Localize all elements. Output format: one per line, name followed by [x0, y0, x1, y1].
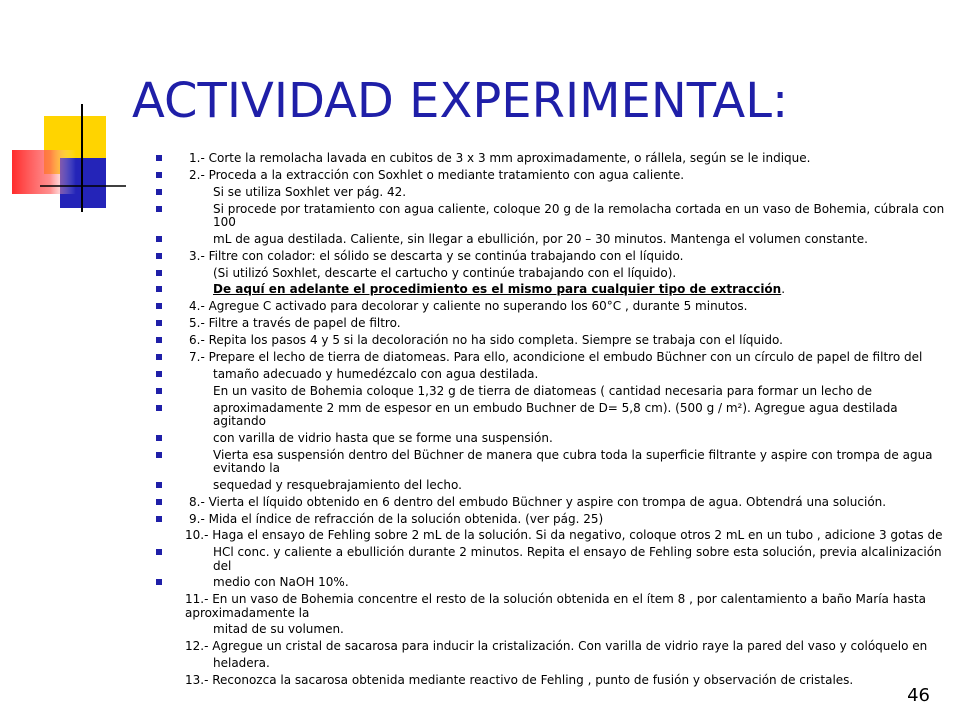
list-item: [0, 300, 960, 313]
list-item: [0, 496, 960, 509]
list-item-text: 2.- Proceda a la extracción con Soxhlet o mediante tratamiento con agua caliente.: [189, 167, 685, 182]
list-item: [0, 623, 960, 636]
bullet-icon: [156, 579, 162, 585]
list-item: [0, 250, 960, 263]
bullet-icon: [156, 286, 162, 292]
list-item-text: Si procede por tratamiento con agua caliente, coloque 20 g de la remolacha cortada en un vaso de Bohemia, cúbrala con 100: [213, 201, 945, 229]
list-item: [0, 152, 960, 165]
list-item: [0, 657, 960, 670]
bullet-icon: [156, 303, 162, 309]
bullet-icon: [156, 253, 162, 259]
bullet-icon: [156, 337, 162, 343]
list-item-text: 13.- Reconozca la sacarosa obtenida mediante reactivo de Fehling , punto de fusión y observación de cristales.: [185, 673, 854, 688]
list-item-text: En un vasito de Bohemia coloque 1,32 g de tierra de diatomeas ( cantidad necesaria para formar un lecho de: [213, 383, 872, 398]
list-item-text: heladera.: [213, 656, 270, 671]
list-item-text: tamaño adecuado y humedézcalo con agua destilada.: [213, 366, 539, 381]
bullet-icon: [156, 499, 162, 505]
list-item: [0, 283, 960, 296]
slide-title: ACTIVIDAD EXPERIMENTAL:: [132, 73, 789, 129]
emphasis-suffix: .: [781, 282, 786, 297]
list-item: [0, 368, 960, 381]
list-item-text: 8.- Vierta el líquido obtenido en 6 dentro del embudo Büchner y aspire con trompa de agua. Obtendrá una solución.: [189, 494, 887, 509]
list-item-text: 1.- Corte la remolacha lavada en cubitos de 3 x 3 mm aproximadamente, o rállela, según se le indique.: [189, 151, 811, 165]
list-item-text: Vierta esa suspensión dentro del Büchner de manera que cubra toda la superficie filtrante y aspire con trompa de agua evitando la: [213, 447, 933, 475]
list-item: [0, 479, 960, 492]
bullet-icon: [156, 516, 162, 522]
list-item: [0, 186, 960, 199]
list-item: [0, 334, 960, 347]
bullet-icon: [156, 206, 162, 212]
bullet-icon: [156, 172, 162, 178]
bullet-icon: [156, 189, 162, 195]
bullet-icon: [156, 388, 162, 394]
list-item: [0, 529, 960, 542]
list-item: [0, 593, 960, 619]
list-item: [0, 233, 960, 246]
list-item-text: 3.- Filtre con colador: el sólido se descarta y se continúa trabajando con el líquido.: [189, 248, 684, 263]
list-item-text: 9.- Mida el índice de refracción de la solución obtenida. (ver pág. 25): [189, 511, 604, 526]
list-item: [0, 674, 960, 687]
list-item: [0, 449, 960, 475]
bullet-icon: [156, 371, 162, 377]
list-item-text: 7.- Prepare el lecho de tierra de diatomeas. Para ello, acondicione el embudo Büchner con un círculo de papel de filtro del: [189, 350, 923, 364]
list-item: [0, 576, 960, 589]
list-item: [0, 513, 960, 526]
list-item-text: HCl conc. y caliente a ebullición durante 2 minutos. Repita el ensayo de Fehling sobre esta solución, previa alcalinización del: [213, 545, 942, 573]
bullet-icon: [156, 435, 162, 441]
list-item-text: 6.- Repita los pasos 4 y 5 si la decoloración no ha sido completa. Siempre se trabaja con el líquido.: [189, 333, 783, 348]
bullet-icon: [156, 405, 162, 411]
list-item: [0, 432, 960, 445]
bullet-icon: [156, 270, 162, 276]
bullet-icon: [156, 482, 162, 488]
list-item: [0, 385, 960, 398]
list-item-text: mitad de su volumen.: [213, 622, 344, 637]
list-item-text: 5.- Filtre a través de papel de filtro.: [189, 316, 401, 331]
list-item-text: mL de agua destilada. Caliente, sin llegar a ebullición, por 20 – 30 minutos. Mantenga el volumen constante.: [213, 231, 868, 246]
list-item-text: (Si utilizó Soxhlet, descarte el cartucho y continúe trabajando con el líquido).: [213, 265, 677, 280]
list-item-text: Si se utiliza Soxhlet ver pág. 42.: [213, 184, 407, 199]
list-item: [0, 546, 960, 572]
bullet-icon: [156, 236, 162, 242]
list-item-text: 4.- Agregue C activado para decolorar y caliente no superando los 60°C , durante 5 minutos.: [189, 299, 748, 314]
bullet-icon: [156, 549, 162, 555]
list-item-text: 12.- Agregue un cristal de sacarosa para inducir la cristalización. Con varilla de vidrio raye la pared del vaso y colóquelo en: [185, 639, 928, 654]
page-number: 46: [907, 685, 930, 706]
list-item-text: medio con NaOH 10%.: [213, 575, 349, 590]
list-item-text: 11.- En un vaso de Bohemia concentre el resto de la solución obtenida en el ítem 8 , por calentamiento a baño María hasta aproximadamente la: [185, 592, 926, 620]
list-item: [0, 640, 960, 653]
list-item-text: 10.- Haga el ensayo de Fehling sobre 2 mL de la solución. Si da negativo, coloque otros 2 mL en un tubo , adicione 3 gotas de: [185, 528, 943, 543]
list-item: [0, 267, 960, 280]
procedure-list: [0, 152, 960, 691]
list-item-text: sequedad y resquebrajamiento del lecho.: [213, 477, 462, 492]
bullet-icon: [156, 155, 162, 161]
emphasis-text: De aquí en adelante el procedimiento es el mismo para cualquier tipo de extracción: [213, 282, 782, 297]
list-item-text: aproximadamente 2 mm de espesor en un embudo Buchner de D= 5,8 cm). (500 g / m²). Agregue agua destilada agitando: [213, 400, 898, 428]
list-item: [0, 402, 960, 428]
bullet-icon: [156, 320, 162, 326]
bullet-icon: [156, 354, 162, 360]
list-item: [0, 317, 960, 330]
list-item: [0, 169, 960, 182]
list-item: [0, 351, 960, 364]
list-item: [0, 203, 960, 229]
bullet-icon: [156, 452, 162, 458]
list-item-text: con varilla de vidrio hasta que se forme una suspensión.: [213, 430, 553, 445]
